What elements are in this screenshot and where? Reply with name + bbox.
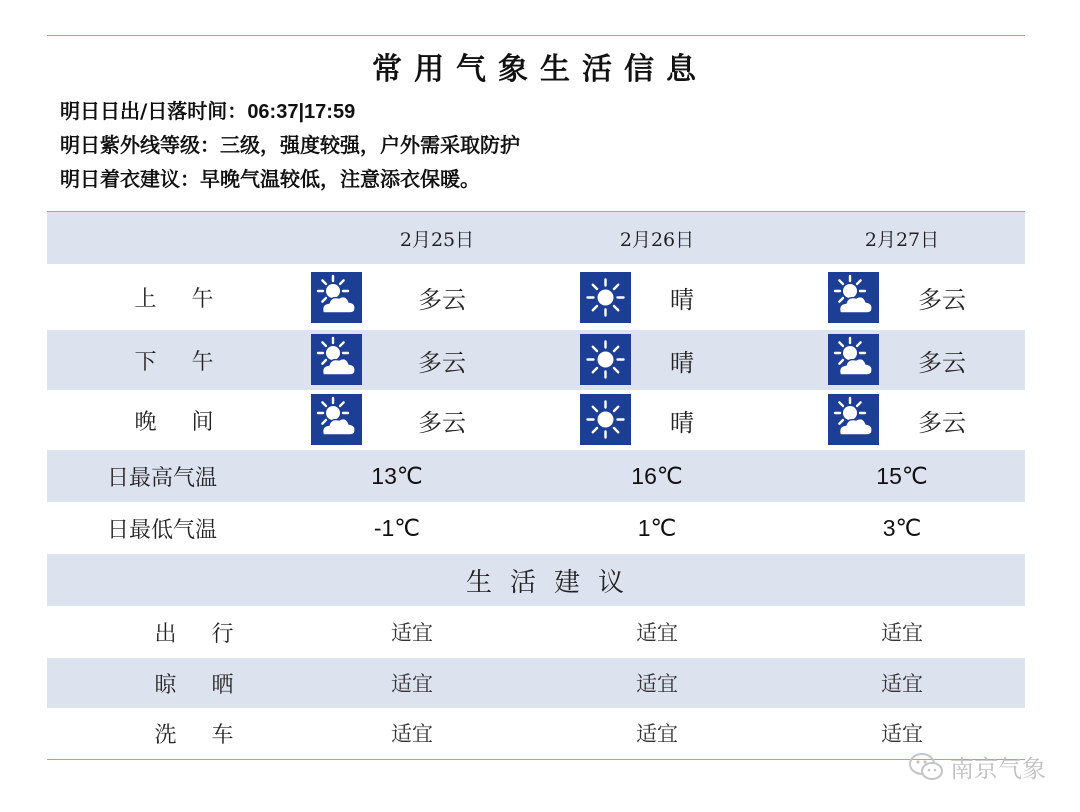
page-title: 常用气象生活信息	[372, 52, 708, 87]
period-row-morning	[47, 264, 1025, 330]
partly-cloudy-icon	[311, 334, 362, 385]
weather-text: 多云	[418, 408, 466, 437]
clothing-advice-line: 明日着衣建议：早晚气温较低，注意添衣保暖。	[60, 167, 480, 191]
advice-section-header	[47, 554, 1025, 606]
bottom-rule	[47, 759, 1025, 760]
advice-value: 适宜	[881, 722, 923, 746]
high-temp-value: 16℃	[631, 462, 683, 489]
partly-cloudy-icon	[311, 394, 362, 445]
advice-value: 适宜	[881, 621, 923, 645]
advice-value: 适宜	[636, 621, 678, 645]
sunrise-sunset-value: 06:37|17:59	[247, 101, 356, 123]
high-temp-row	[47, 450, 1025, 502]
date-header-2: 2月26日	[619, 228, 695, 251]
weather-text: 多云	[918, 348, 966, 377]
advice-value: 适宜	[391, 722, 433, 746]
advice-label: 晾 晒	[154, 672, 248, 698]
period-label: 上 午	[134, 286, 228, 312]
top-rule	[47, 35, 1025, 36]
low-temp-value: 3℃	[882, 514, 922, 541]
date-header-3: 2月27日	[864, 228, 940, 251]
weather-text: 多云	[918, 285, 966, 314]
weather-text: 多云	[918, 408, 966, 437]
high-temp-value: 13℃	[371, 462, 423, 489]
weather-text: 晴	[670, 408, 694, 437]
partly-cloudy-icon	[828, 272, 879, 323]
period-row-evening	[47, 390, 1025, 450]
weather-text: 多云	[418, 285, 466, 314]
advice-value: 适宜	[391, 621, 433, 645]
partly-cloudy-icon	[311, 272, 362, 323]
wechat-icon	[908, 752, 944, 782]
advice-section-title: 生活建议	[465, 567, 642, 598]
advice-row-drying	[47, 658, 1025, 708]
sunny-icon	[580, 394, 631, 445]
sunrise-sunset-line	[60, 95, 355, 124]
advice-label: 洗 车	[154, 722, 248, 748]
high-temp-label: 日最高气温	[106, 465, 217, 491]
sunny-icon	[580, 334, 631, 385]
low-temp-label: 日最低气温	[106, 517, 217, 543]
advice-label: 出 行	[154, 621, 248, 647]
advice-value: 适宜	[391, 672, 433, 696]
sunny-icon	[580, 272, 631, 323]
period-row-afternoon	[47, 330, 1025, 390]
uv-level-line: 明日紫外线等级：三级，强度较强，户外需采取防护	[60, 133, 520, 157]
advice-value: 适宜	[636, 672, 678, 696]
weather-text: 多云	[418, 348, 466, 377]
low-temp-value: -1℃	[373, 514, 421, 541]
weather-text: 晴	[670, 348, 694, 377]
low-temp-value: 1℃	[637, 514, 677, 541]
high-temp-value: 15℃	[876, 462, 928, 489]
period-label: 下 午	[134, 349, 228, 375]
advice-value: 适宜	[881, 672, 923, 696]
date-header-row	[47, 212, 1025, 264]
sunrise-sunset-label: 明日日出/日落时间：	[60, 99, 248, 123]
low-temp-row	[47, 502, 1025, 554]
date-header-1: 2月25日	[399, 228, 475, 251]
weather-text: 晴	[670, 285, 694, 314]
watermark	[908, 749, 1046, 784]
partly-cloudy-icon	[828, 394, 879, 445]
advice-row-travel	[47, 606, 1025, 658]
advice-value: 适宜	[636, 722, 678, 746]
advice-row-carwash	[47, 708, 1025, 758]
watermark-text: 南京气象	[950, 755, 1046, 783]
partly-cloudy-icon	[828, 334, 879, 385]
period-label: 晚 间	[134, 409, 228, 435]
